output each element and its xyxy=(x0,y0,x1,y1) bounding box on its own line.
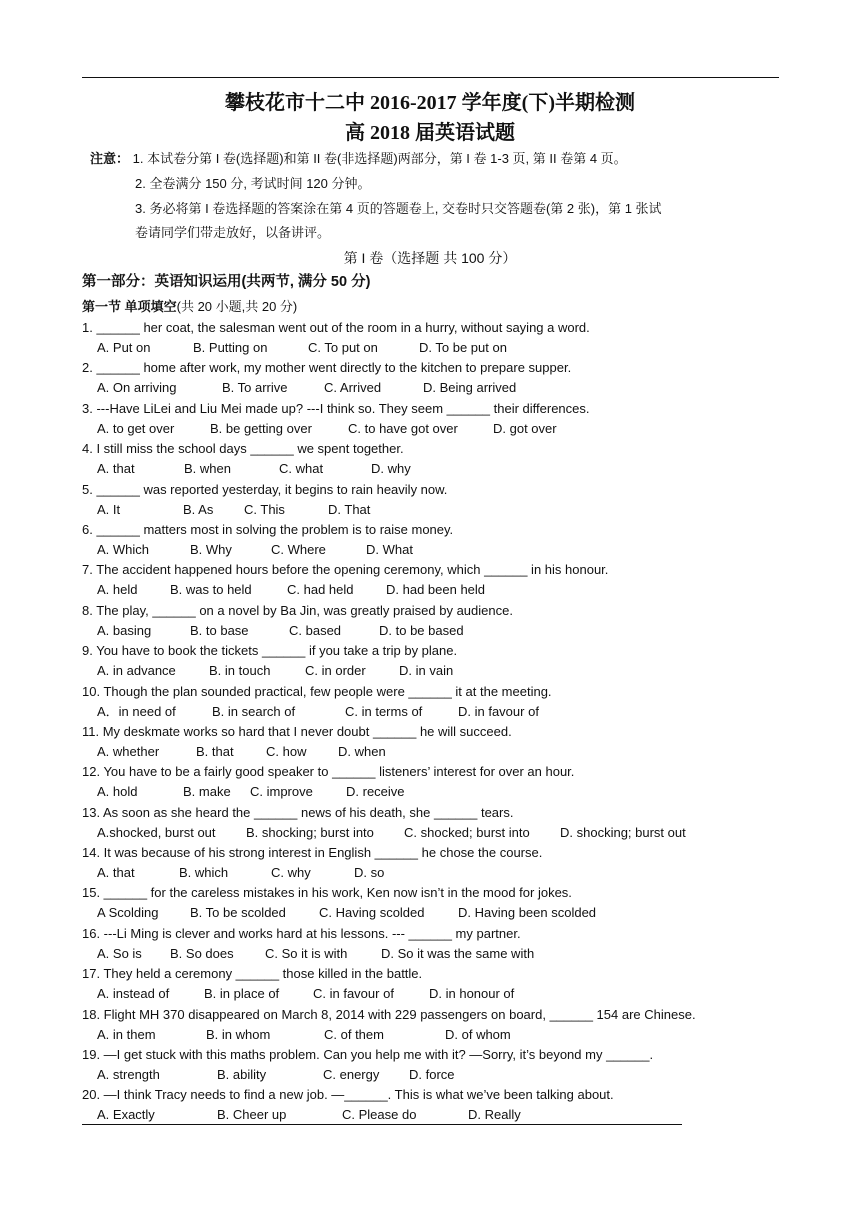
option-a: A. held xyxy=(97,582,138,598)
question-options xyxy=(82,419,782,439)
option-d: D. Having been scolded xyxy=(458,905,597,921)
option-d: D. of whom xyxy=(445,1026,511,1042)
question-item xyxy=(82,1005,782,1045)
option-a: A．in need of xyxy=(97,703,176,719)
question-options xyxy=(82,903,782,923)
option-d: D. Really xyxy=(468,1107,521,1123)
option-a: A. Exactly xyxy=(97,1107,155,1123)
question-stem: 15. ______ for the careless mistakes in his work, Ken now isn’t in the mood for jokes. xyxy=(82,885,572,901)
option-d: D. when xyxy=(338,743,386,759)
option-b: B. in whom xyxy=(206,1026,271,1042)
option-d: D. shocking; burst out xyxy=(560,824,686,840)
question-options xyxy=(82,702,782,722)
option-b: B. in search of xyxy=(212,703,296,719)
question-item xyxy=(82,520,782,560)
question-item xyxy=(82,883,782,923)
option-c: C. To put on xyxy=(308,340,378,355)
subsection-title-bold: 第一节 单项填空 xyxy=(82,299,177,314)
option-b: B. Cheer up xyxy=(217,1107,287,1123)
question-options xyxy=(82,1105,782,1125)
question-item xyxy=(82,682,782,722)
option-b: B. was to held xyxy=(170,582,252,598)
option-b: B. To arrive xyxy=(222,380,288,396)
question-options xyxy=(82,500,782,520)
question-list xyxy=(82,318,782,1126)
question-stem: 2. ______ home after work, my mother went directly to the kitchen to prepare supper. xyxy=(82,360,572,376)
notes-item-3: 3. 务必将第 I 卷选择题的答案涂在第 4 页的答题卷上, 交卷时只交答题卷(第 2 张)，第 1 张试 xyxy=(135,201,662,216)
option-b: B. in place of xyxy=(204,986,280,1002)
option-a: A. basing xyxy=(97,622,152,638)
question-item xyxy=(82,318,782,358)
option-a: A. hold xyxy=(97,784,138,800)
question-item xyxy=(82,843,782,883)
option-d: D. why xyxy=(371,461,411,477)
option-b: B. ability xyxy=(217,1067,267,1083)
option-c: C. improve xyxy=(250,784,313,800)
option-c: C. shocked; burst into xyxy=(404,824,530,840)
option-c: C. in order xyxy=(305,663,366,679)
option-b: B. that xyxy=(196,743,234,759)
option-d: D. in honour of xyxy=(429,986,515,1002)
question-stem: 16. ---Li Ming is clever and works hard at his lessons. --- ______ my partner. xyxy=(82,925,521,941)
option-a: A. in them xyxy=(97,1026,156,1042)
top-rule xyxy=(82,77,779,78)
option-d: D. force xyxy=(409,1067,455,1083)
question-options xyxy=(82,944,782,964)
notes-item-1: 1. 本试卷分第 I 卷(选择题)和第 II 卷(非选择题)两部分，第 I 卷 1-3 页, 第 II 卷第 4 页。 xyxy=(132,151,627,166)
subsection-title-rest: (共 20 小题,共 20 分) xyxy=(176,299,298,314)
notes-line-1 xyxy=(90,151,627,167)
question-options xyxy=(82,378,782,398)
option-c: C. how xyxy=(266,743,307,759)
option-a: A. It xyxy=(97,501,121,517)
notes-item-2: 2. 全卷满分 150 分, 考试时间 120 分钟。 xyxy=(135,176,371,191)
question-stem: 20. —I think Tracy needs to find a new job. —______. This is what we’ve been talking about. xyxy=(82,1087,614,1103)
option-a: A.shocked, burst out xyxy=(97,824,216,840)
question-item xyxy=(82,1045,782,1085)
question-options xyxy=(82,984,782,1004)
option-d: D. in favour of xyxy=(458,703,539,719)
option-a: A. whether xyxy=(97,743,160,759)
option-d: D. to be based xyxy=(379,622,464,638)
option-b: B. which xyxy=(179,865,229,881)
option-b: B. Putting on xyxy=(193,340,268,355)
question-options xyxy=(82,1025,782,1045)
option-d: D. What xyxy=(366,541,413,557)
section-title: 第一部分：英语知识运用(共两节, 满分 50 分) xyxy=(82,274,371,290)
option-c: C. to have got over xyxy=(348,420,458,436)
question-options xyxy=(82,782,782,802)
option-c: C. energy xyxy=(323,1067,380,1083)
option-d: D. To be put on xyxy=(419,340,507,355)
option-d: D. So it was the same with xyxy=(381,945,535,961)
question-item xyxy=(82,803,782,843)
option-a: A. that xyxy=(97,865,135,881)
subsection-title xyxy=(82,296,297,315)
option-d: D. Being arrived xyxy=(423,380,517,396)
question-stem: 17. They held a ceremony ______ those killed in the battle. xyxy=(82,966,423,982)
question-item xyxy=(82,924,782,964)
option-a: A. instead of xyxy=(97,986,170,1002)
question-options xyxy=(82,823,782,843)
notes-item-3-cont: 卷请同学们带走放好，以备讲评。 xyxy=(135,225,331,240)
option-a: A. On arriving xyxy=(97,380,177,396)
option-b: B. Why xyxy=(190,541,232,557)
question-options xyxy=(82,459,782,479)
question-item xyxy=(82,560,782,600)
option-b: B. To be scolded xyxy=(190,905,286,921)
option-c: C. based xyxy=(289,622,342,638)
option-b: B. when xyxy=(184,461,231,477)
question-item xyxy=(82,964,782,1004)
option-a: A. So is xyxy=(97,945,142,961)
question-item xyxy=(82,722,782,762)
option-c: C. of them xyxy=(324,1026,384,1042)
question-options xyxy=(82,338,782,358)
question-item xyxy=(82,358,782,398)
question-options xyxy=(82,742,782,762)
question-options xyxy=(82,580,782,600)
option-a: A. strength xyxy=(97,1067,160,1083)
question-stem: 13. As soon as she heard the ______ news of his death, she ______ tears. xyxy=(82,804,514,820)
option-c: C. Arrived xyxy=(324,380,382,396)
option-b: B. be getting over xyxy=(210,420,312,436)
question-stem: 14. It was because of his strong interest in English ______ he chose the course. xyxy=(82,845,543,861)
question-item xyxy=(82,439,782,479)
option-a: A Scolding xyxy=(97,905,159,921)
question-stem: 5. ______ was reported yesterday, it begins to rain heavily now. xyxy=(82,481,448,497)
option-a: A. Put on xyxy=(97,340,151,355)
question-stem: 11. My deskmate works so hard that I never doubt ______ he will succeed. xyxy=(82,723,512,739)
option-b: B. in touch xyxy=(209,663,271,679)
question-item xyxy=(82,1085,782,1125)
question-options xyxy=(82,863,782,883)
option-c: C. in terms of xyxy=(345,703,423,719)
option-d: D. receive xyxy=(346,784,405,800)
question-options xyxy=(82,1065,782,1085)
option-b: B. So does xyxy=(170,945,234,961)
question-item xyxy=(82,641,782,681)
option-c: C. This xyxy=(244,501,285,517)
question-stem: 7. The accident happened hours before the opening ceremony, which ______ in his honour. xyxy=(82,562,609,578)
notes-label: 注意： xyxy=(90,151,130,166)
question-stem: 9. You have to book the tickets ______ if you take a trip by plane. xyxy=(82,643,458,659)
option-d: D. in vain xyxy=(399,663,454,679)
question-item xyxy=(82,480,782,520)
option-c: C. So it is with xyxy=(265,945,348,961)
question-options xyxy=(82,621,782,641)
question-stem: 18. Flight MH 370 disappeared on March 8, 2014 with 229 passengers on board, ______ 154 are Chinese. xyxy=(82,1006,696,1022)
option-a: A. that xyxy=(97,461,135,477)
option-a: A. to get over xyxy=(97,420,175,436)
exam-subtitle: 高 2018 届英语试题 xyxy=(345,122,515,144)
option-b: B. to base xyxy=(190,622,249,638)
question-item xyxy=(82,399,782,439)
option-d: D. got over xyxy=(493,420,557,436)
option-b: B. make xyxy=(183,784,231,800)
question-stem: 8. The play, ______ on a novel by Ba Jin, was greatly praised by audience. xyxy=(82,602,513,618)
question-item xyxy=(82,762,782,802)
question-stem: 12. You have to be a fairly good speaker to ______ listeners’ interest for over an hour. xyxy=(82,764,575,780)
question-stem: 4. I still miss the school days ______ we spent together. xyxy=(82,441,404,457)
option-c: C. in favour of xyxy=(313,986,394,1002)
option-d: D. had been held xyxy=(386,582,486,598)
question-stem: 10. Though the plan sounded practical, few people were ______ it at the meeting. xyxy=(82,683,552,699)
option-c: C. why xyxy=(271,865,311,881)
question-options xyxy=(82,540,782,560)
question-stem: 6. ______ matters most in solving the problem is to raise money. xyxy=(82,521,454,537)
question-options xyxy=(82,661,782,681)
part-title: 第 I 卷（选择题 共 100 分） xyxy=(343,250,517,266)
question-item xyxy=(82,601,782,641)
option-d: D. That xyxy=(328,501,371,517)
option-a: A. in advance xyxy=(97,663,176,679)
option-c: C. Please do xyxy=(342,1107,417,1123)
question-stem: 1. ______ her coat, the salesman went out of the room in a hurry, without saying a word. xyxy=(82,320,590,335)
option-c: C. Where xyxy=(271,541,326,557)
exam-title: 攀枝花市十二中 2016-2017 学年度(下)半期检测 xyxy=(225,92,635,114)
option-d: D. so xyxy=(354,865,385,881)
option-b: B. As xyxy=(183,501,214,517)
option-c: C. had held xyxy=(287,582,354,598)
question-stem: 3. ---Have LiLei and Liu Mei made up? ---I think so. They seem ______ their differences. xyxy=(82,400,590,416)
bottom-rule xyxy=(82,1124,682,1125)
option-c: C. what xyxy=(279,461,324,477)
option-c: C. Having scolded xyxy=(319,905,425,921)
option-b: B. shocking; burst into xyxy=(246,824,374,840)
option-a: A. Which xyxy=(97,541,150,557)
question-stem: 19. —I get stuck with this maths problem. Can you help me with it? —Sorry, it’s beyond my ______. xyxy=(82,1047,654,1063)
